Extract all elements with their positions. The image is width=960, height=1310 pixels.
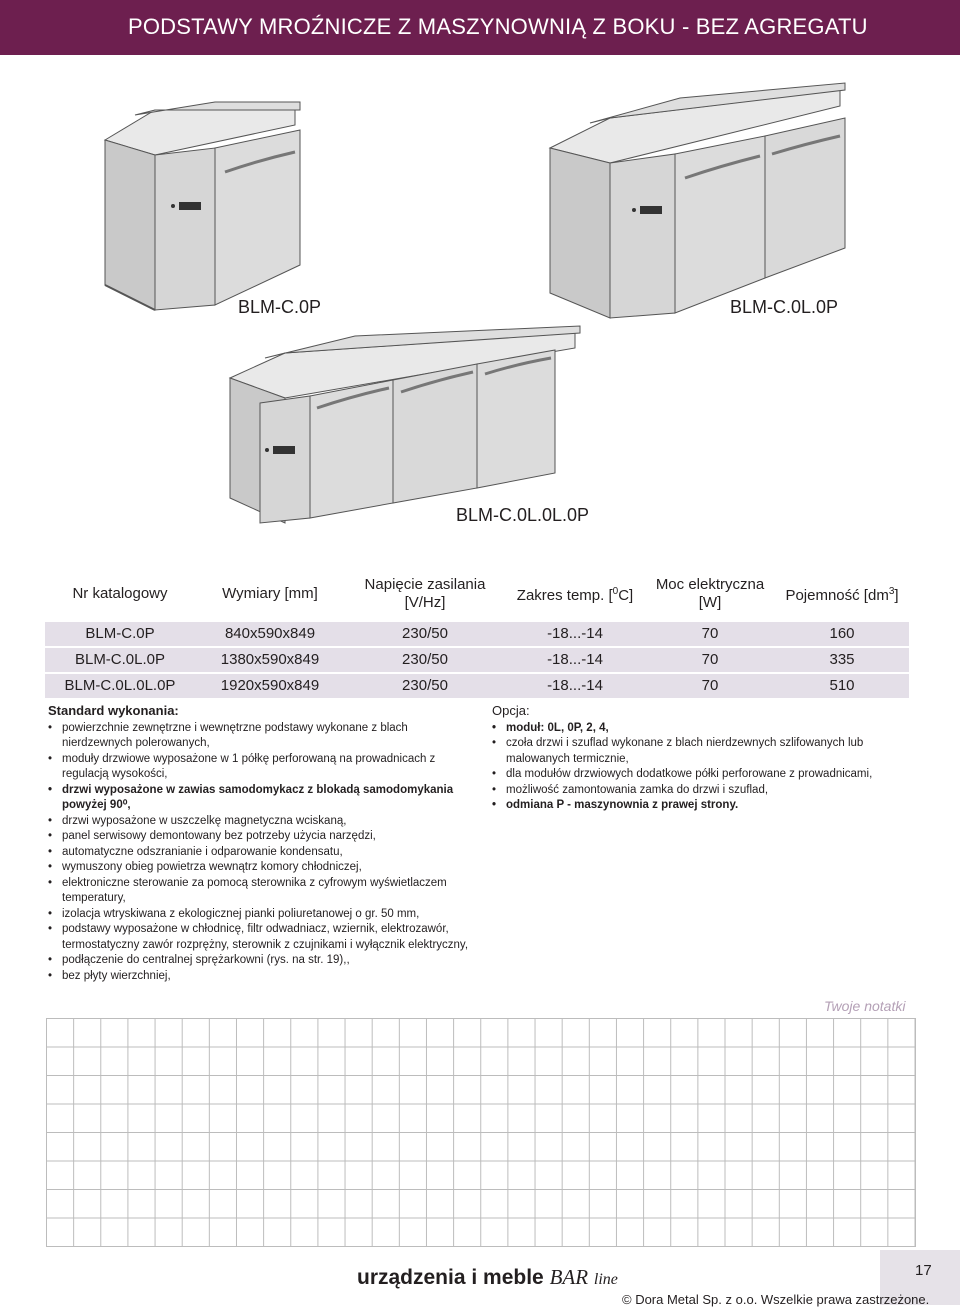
- notes-grid: [46, 1018, 916, 1247]
- list-item: • panel serwisowy demontowany bez potrzeby użycia narzędzi,: [48, 829, 478, 845]
- list-item: • podłączenie do centralnej sprężarkowni (rys. na str. 19),,: [48, 953, 478, 969]
- col-header-poj: [775, 568, 909, 621]
- cell-nap: 230/50: [345, 621, 505, 647]
- col-header-temp-sup: 0: [612, 586, 619, 597]
- product-image-blm-c-0l-0p: [540, 78, 860, 328]
- col-header-nr: Nr katalogowy: [72, 585, 168, 602]
- brand-line: line: [593, 1271, 618, 1288]
- cell-moc: 70: [645, 621, 775, 647]
- cell-temp: -18...-14: [505, 673, 645, 698]
- list-item: • bez płyty wierzchniej,: [48, 969, 478, 985]
- list-item: • wymuszony obieg powietrza wewnątrz komory chłodniczej,: [48, 860, 478, 876]
- col-header-temp-pre: Zakres temp. [: [516, 587, 613, 604]
- col-header-temp-post: C]: [618, 587, 634, 604]
- list-item: • drzwi wyposażone w uszczelkę magnetyczna wciskaną,: [48, 814, 478, 830]
- table-row: [45, 673, 909, 698]
- cell-poj: 335: [775, 647, 909, 673]
- standard-section: [48, 703, 478, 984]
- cell-temp: -18...-14: [505, 621, 645, 647]
- cell-nap: 230/50: [345, 647, 505, 673]
- col-header-moc: [645, 568, 775, 621]
- list-item: • podstawy wyposażone w chłodnicę, filtr odwadniacz, wziernik, elektrozawór, termostatyczny zawór rozprężny, sterownik z czujnikami i wyłącznik elektryczny,: [48, 922, 478, 953]
- col-header-nap-line1: Napięcie zasilania: [364, 576, 486, 593]
- table-header-row: [45, 568, 909, 621]
- product-caption: BLM-C.0L.0L.0P: [456, 505, 590, 525]
- list-item: • elektroniczne sterowanie za pomocą sterownika z cyfrowym wyświetlaczem temperatury,: [48, 876, 478, 907]
- col-header-moc-line2: [W]: [698, 594, 722, 611]
- notes-label: Twoje notatki: [824, 998, 906, 1014]
- cell-nap: 230/50: [345, 673, 505, 698]
- page-header: [0, 0, 960, 55]
- col-header-poj-post: ]: [894, 587, 899, 604]
- cell-wym: 840x590x849: [195, 621, 345, 647]
- cell-wym: 1920x590x849: [195, 673, 345, 698]
- cell-moc: 70: [645, 673, 775, 698]
- footer-brand: [357, 1265, 618, 1290]
- list-item: • moduły drzwiowe wyposażone w 1 półkę perforowaną na prowadnicach z regulacją wysokości,: [48, 752, 478, 783]
- col-header-temp: [505, 568, 645, 621]
- page-title: PODSTAWY MROŹNICZE Z MASZYNOWNIĄ Z BOKU - BEZ AGREGATU: [128, 14, 868, 39]
- cell-nr: BLM-C.0L.0P: [45, 647, 195, 673]
- col-header-moc-line1: Moc elektryczna: [655, 576, 765, 593]
- product-image-blm-c-0p: [95, 80, 315, 320]
- col-header-poj-pre: Pojemność [dm: [785, 587, 889, 604]
- table-row: [45, 621, 909, 647]
- cell-nr: BLM-C.0L.0L.0P: [45, 673, 195, 698]
- list-item: • drzwi wyposażone w zawias samodomykacz z blokadą samodomykania powyżej 90⁰,: [48, 783, 478, 814]
- options-title: Opcja:: [492, 703, 530, 718]
- cell-wym: 1380x590x849: [195, 647, 345, 673]
- list-item: • powierzchnie zewnętrzne i wewnętrzne podstawy wykonane z blach nierdzewnych polerowanych,: [48, 721, 478, 752]
- copyright: © Dora Metal Sp. z o.o. Wszelkie prawa zastrzeżone.: [622, 1292, 930, 1307]
- col-header-wym: Wymiary [mm]: [222, 585, 318, 602]
- col-header-nap-line2: [V/Hz]: [404, 594, 446, 611]
- cell-temp: -18...-14: [505, 647, 645, 673]
- standard-title: Standard wykonania:: [48, 703, 179, 718]
- options-list: [492, 721, 912, 814]
- cell-poj: 160: [775, 621, 909, 647]
- cell-poj: 510: [775, 673, 909, 698]
- cell-nr: BLM-C.0P: [45, 621, 195, 647]
- col-header-poj-sup: 3: [888, 586, 895, 597]
- options-section: [492, 703, 912, 814]
- brand-bar: BAR: [549, 1265, 589, 1289]
- list-item: • automatyczne odszranianie i odparowanie kondensatu,: [48, 845, 478, 861]
- list-item: • izolacja wtryskiwana z ekologicznej pianki poliuretanowej o gr. 50 mm,: [48, 907, 478, 923]
- specs-table: [45, 568, 909, 698]
- brand-main: urządzenia i meble: [357, 1266, 550, 1289]
- product-caption: BLM-C.0P: [238, 297, 322, 317]
- list-item: • dla modułów drzwiowych dodatkowe półki perforowane z prowadnicami,: [492, 767, 912, 783]
- list-item: • odmiana P - maszynownia z prawej strony.: [492, 798, 912, 814]
- product-caption: BLM-C.0L.0P: [730, 297, 839, 317]
- table-row: [45, 647, 909, 673]
- list-item: • możliwość zamontowania zamka do drzwi i szuflad,: [492, 783, 912, 799]
- col-header-nap: [345, 568, 505, 621]
- list-item: • moduł: 0L, 0P, 2, 4,: [492, 721, 912, 737]
- cell-moc: 70: [645, 647, 775, 673]
- page-number: 17: [915, 1262, 932, 1279]
- list-item: • czoła drzwi i szuflad wykonane z blach nierdzewnych szlifowanych lub malowanych termicznie,: [492, 736, 912, 767]
- standard-list: [48, 721, 478, 985]
